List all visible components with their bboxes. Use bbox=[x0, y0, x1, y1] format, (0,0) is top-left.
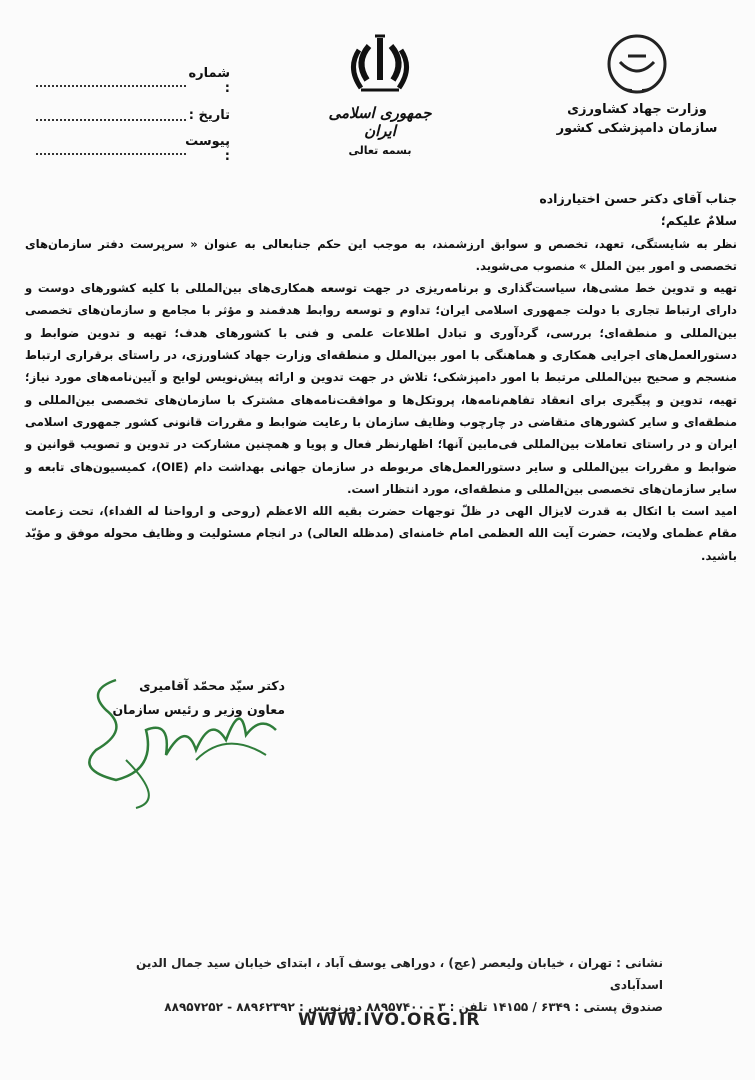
greeting: سلامٌ علیکم؛ bbox=[660, 213, 737, 229]
emblem-subtitle: بسمه تعالی bbox=[348, 144, 412, 157]
letter-body bbox=[25, 188, 737, 567]
paragraph-closing: امید است با اتکال به قدرت لایزال الهی در ظلّ توجهات حضرت بقیه الله الاعظم (روحی و ارواحنا له الفداء)، تحت زعامت مقام عظمای ولایت، حضرت آیت الله العظمی امام خامنه‌ای (مدظله العالی) در انجام مسئولیت و وظایف محوله موفق و مؤیّد باشید. bbox=[25, 504, 737, 563]
emblem-title: جمهوری اسلامی ایران bbox=[328, 104, 432, 140]
national-emblem bbox=[325, 32, 435, 157]
website-link[interactable]: WWW.IVO.ORG.IR bbox=[298, 1010, 481, 1030]
field-label: پیوست : bbox=[185, 134, 230, 164]
footer-address bbox=[103, 952, 663, 1018]
field-label: شماره : bbox=[188, 66, 230, 96]
ministry-logo-icon bbox=[598, 32, 676, 96]
field-blank bbox=[36, 109, 186, 121]
paragraph-duties: تهیه و تدوین خط مشی‌ها، سیاست‌گذاری و برنامه‌ریزی در جهت توسعه همکاری‌های بین‌المللی با کلیه کشورهای دوست و دارای ارتباط تجاری با دولت جمهوری اسلامی ایران؛ تداوم و توسعه روابط هدفمند و مؤثر با مجامع و سازمان‌های تخصصی بین‌المللی و منطقه‌ای؛ بررسی، گردآوری و تبادل اطلاعات علمی و فنی با کشورهای هدف؛ تهیه و تدوین ضوابط و دستورالعمل‌های اجرایی همکاری و هماهنگی با امور بین‌الملل و منطقه‌ای وزارت جهاد کشاورزی، در راستای برقراری ارتباط منسجم و صحیح بین‌المللی مرتبط با امور دامپزشکی؛ تلاش در جهت تدوین و ارائه پیش‌نویس لوایح و آیین‌نامه‌های مورد نیاز؛ تهیه، تدوین و پیگیری برای انعقاد تفاهم‌نامه‌ها، پروتکل‌ها و موافقت‌نامه‌های مشترک با سازمان‌های تخصصی بین‌المللی و منطقه‌ای و سایر کشورهای متقاضی در چارچوب وظایف سازمان با رعایت ضوابط و مقررات قانونی کشور جمهوری اسلامی ایران و در راستای تعاملات بین‌المللی فی‌مابین آنها؛ اظهارنظر فعال و پویا و همچنین مشارکت در تدوین و تصویب قوانین و ضوابط و مقررات بین‌المللی و سایر دستورالعمل‌های مربوطه در سازمان جهانی بهداشت دام (OIE)، کمیسیون‌های تابعه و سایر سازمان‌های تخصصی بین‌المللی و منطقه‌ای، مورد انتظار است. bbox=[25, 281, 737, 496]
postal-line: صندوق پستی : ۶۳۴۹ / ۱۴۱۵۵ تلفن : ۳ - ۸۸۹۵۷۴۰۰ دورنویس : ۸۸۹۶۲۳۹۲ - ۸۸۹۵۷۲۵۲ bbox=[164, 1000, 663, 1014]
field-attachment bbox=[30, 132, 230, 166]
field-number bbox=[30, 64, 230, 98]
field-blank bbox=[36, 143, 186, 155]
organization-name: سازمان دامپزشکی کشور bbox=[556, 121, 718, 136]
iran-emblem-icon bbox=[345, 32, 415, 102]
field-date bbox=[30, 98, 230, 132]
ministry-header bbox=[537, 32, 737, 136]
field-blank bbox=[36, 75, 186, 87]
addressee: جناب آقای دکتر حسن اختیارزاده bbox=[539, 191, 737, 206]
paragraph-appointment: نظر به شایستگی، تعهد، تخصص و سوابق ارزشمند، به موجب این حکم جنابعالی به عنوان « سرپرست دفتر سازمان‌های تخصصی و امور بین الملل » منصوب می‌شوید. bbox=[25, 236, 737, 273]
address-line: نشانی : تهران ، خیابان ولیعصر (عج) ، دوراهی یوسف آباد ، ابتدای خیابان سید جمال الدین اسدآبادی bbox=[136, 956, 663, 992]
ministry-name: وزارت جهاد کشاورزی bbox=[567, 102, 707, 117]
field-label: تاریخ : bbox=[188, 107, 230, 123]
signer-name: دکتر سیّد محمّد آقامیری bbox=[139, 678, 285, 693]
signature-block bbox=[75, 674, 285, 722]
letter-fields bbox=[30, 64, 230, 166]
signer-title: معاون وزیر و رئیس سازمان bbox=[112, 702, 285, 717]
